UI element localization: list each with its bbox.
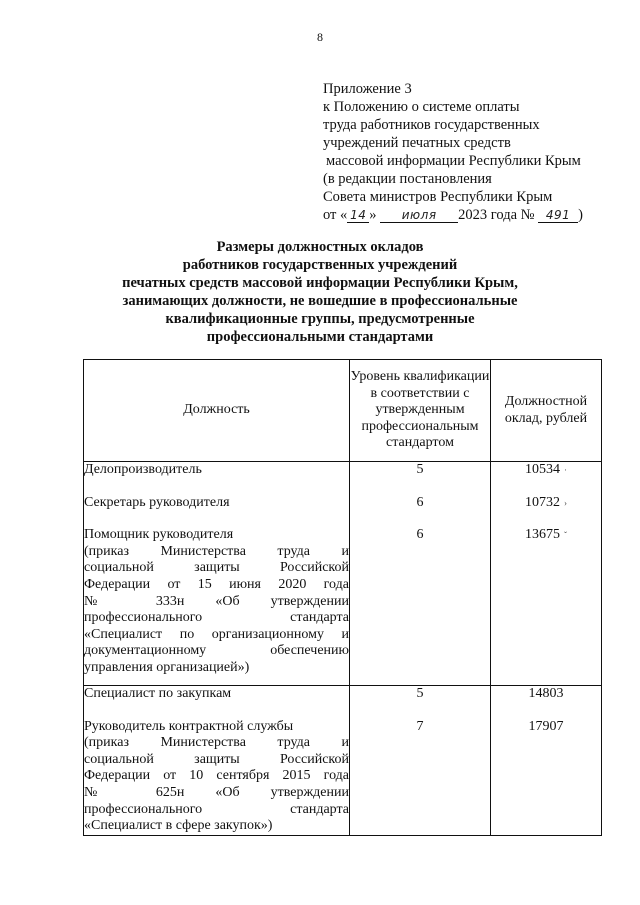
ref-line: № 333н «Об утверждении	[84, 593, 349, 609]
pen-mark-icon: ›	[564, 497, 567, 508]
appendix-line: Совета министров Республики Крым	[323, 189, 553, 205]
level-value: 5	[416, 462, 424, 477]
ref-line: социальной защиты Российской	[84, 751, 349, 767]
title-line: печатных средств массовой информации Республики Крым,	[122, 275, 518, 291]
regulation-reference	[84, 544, 349, 677]
ref-line: «Специалист по организационному и	[84, 626, 349, 642]
title-line: профессиональными стандартами	[206, 329, 434, 345]
salary-cell	[491, 686, 602, 836]
ref-line: (приказ Министерства труда и	[84, 543, 349, 559]
position-procurement-specialist: Специалист по закупкам	[84, 686, 232, 701]
position-cell	[84, 686, 350, 836]
regulation-reference	[84, 735, 349, 835]
header-salary: Должностной оклад, рублей	[491, 360, 602, 462]
salary-cell	[491, 462, 602, 686]
position-secretary: Секретарь руководителя	[84, 494, 230, 510]
ref-line: профессионального стандарта	[84, 610, 349, 626]
date-year: 2023 года №	[458, 207, 535, 223]
position-contract-service-title: Руководитель контрактной службы	[84, 718, 294, 734]
level-value: 6	[416, 494, 424, 510]
position-clerk: Делопроизводитель	[84, 462, 202, 477]
ref-line: «Специалист в сфере закупок»)	[84, 818, 273, 834]
salary-amount: 10534	[525, 462, 560, 477]
appendix-line: (в редакции постановления	[323, 171, 492, 187]
header-qualification-level: Уровень квалификации в соответствии с утвержденным профессиональным стандартом	[350, 360, 491, 462]
position-contract-service-head	[84, 719, 349, 835]
ref-line: социальной защиты Российской	[84, 560, 349, 576]
appendix-line: Приложение 3	[323, 81, 412, 97]
salary-value	[491, 527, 601, 544]
table-row	[84, 462, 602, 686]
ref-line: Федерации от 15 июня 2020 года	[84, 576, 349, 592]
title-line: работников государственных учреждений	[182, 257, 458, 273]
date-mid: »	[369, 207, 377, 223]
appendix-line: труда работников государственных	[323, 117, 540, 133]
salary-value	[491, 462, 601, 479]
level-cell	[350, 686, 491, 836]
ref-line: № 625н «Об утверждении	[84, 784, 349, 800]
salary-value	[491, 495, 601, 512]
title-line: квалификационные группы, предусмотренные	[165, 311, 475, 327]
level-value: 5	[416, 686, 424, 701]
title-line: Размеры должностных окладов	[216, 239, 424, 255]
title-line: занимающих должности, не вошедшие в профессиональные	[122, 293, 518, 309]
pen-mark-icon: ·	[564, 465, 567, 475]
handwritten-month: июля	[380, 208, 458, 223]
page-number: 8	[317, 30, 323, 44]
salary-table	[83, 359, 602, 836]
appendix-header	[323, 80, 623, 224]
date-suffix: )	[578, 207, 583, 223]
date-prefix: от «	[323, 207, 348, 223]
ref-line: (приказ Министерства труда и	[84, 735, 349, 751]
handwritten-resolution-number: 491	[538, 208, 578, 223]
appendix-line: массовой информации Республики Крым	[326, 153, 581, 169]
ref-line: документационному обеспечению	[84, 643, 349, 659]
position-assistant	[84, 527, 349, 676]
table-row	[84, 686, 602, 836]
resolution-date-line	[323, 206, 623, 224]
ref-line: Федерации от 10 сентября 2015 года	[84, 768, 349, 784]
level-cell	[350, 462, 491, 686]
appendix-line: к Положению о системе оплаты	[323, 99, 520, 115]
handwritten-day: 14	[347, 208, 369, 223]
level-value: 6	[416, 527, 424, 543]
pen-mark-icon: ˇ	[564, 530, 567, 541]
position-cell	[84, 462, 350, 686]
table-header-row	[84, 360, 602, 462]
level-value: 7	[416, 718, 424, 734]
appendix-line: учреждений печатных средств	[323, 135, 511, 151]
salary-amount: 10732	[525, 494, 560, 510]
ref-line: управления организацией»)	[84, 659, 250, 675]
salary-value: 14803	[528, 686, 564, 701]
salary-amount: 13675	[525, 527, 560, 543]
document-title	[40, 238, 600, 346]
position-assistant-title: Помощник руководителя	[84, 527, 234, 543]
header-position: Должность	[84, 360, 350, 462]
ref-line: профессионального стандарта	[84, 801, 349, 817]
salary-value: 17907	[528, 718, 564, 734]
